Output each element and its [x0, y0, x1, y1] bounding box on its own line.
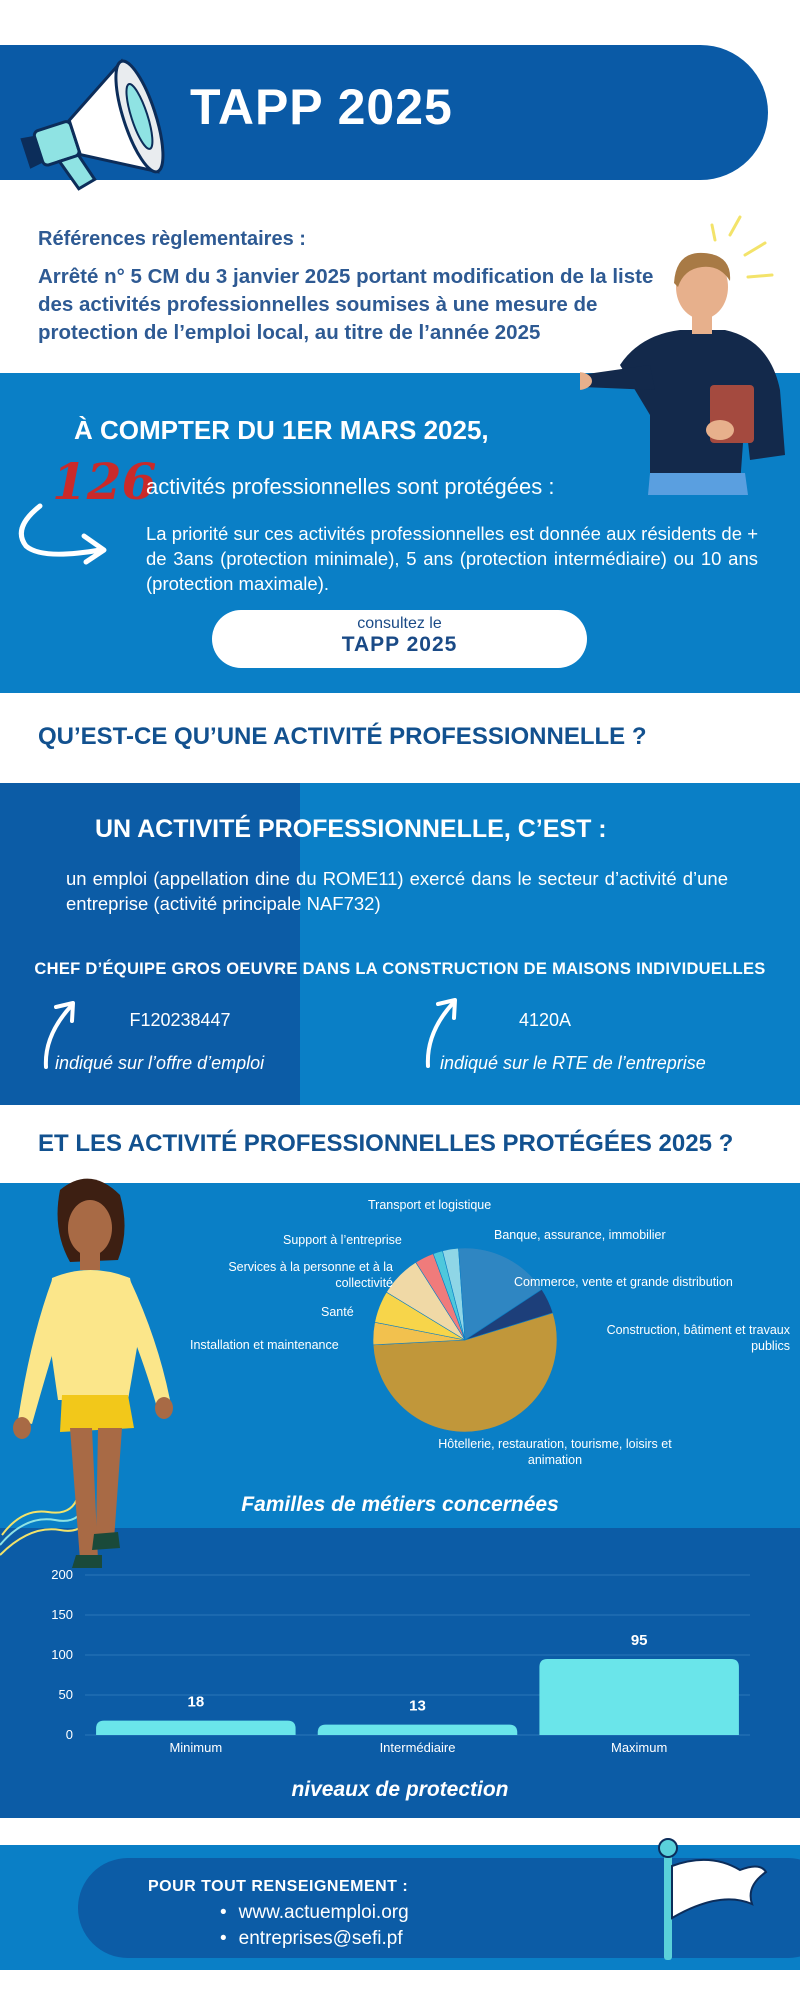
bar-data-label: 95 — [630, 1632, 648, 1649]
priority-text: La priorité sur ces activités professionnelles est donnée aux résidents de + de 3ans (protection minimale), 5 ans (protection intermédiaire) ou 10 ans (protection maximale). — [146, 523, 758, 594]
pie-label-support: Support à l’entreprise — [283, 1233, 402, 1247]
flag-icon — [650, 1838, 770, 1963]
pie-label-construction — [560, 1322, 790, 1354]
contact-list — [240, 1900, 409, 1952]
pie-label-construction-line2: publics — [751, 1339, 790, 1353]
bar-chart-xlabel: niveaux de protection — [291, 1778, 509, 1801]
y-tick-label: 200 — [51, 1567, 73, 1582]
pie-label-services-line2: collectivité — [335, 1276, 393, 1290]
definition-description: un emploi (appellation dine du ROME11) exercé dans le secteur d’activité d’une entreprise (activité principale NAF732) — [66, 868, 728, 914]
bar-data-label: 13 — [409, 1697, 426, 1715]
consult-tapp-button[interactable] — [212, 610, 587, 668]
pie-label-services-line1: Services à la personne et à la — [228, 1260, 393, 1274]
contact-title: POUR TOUT RENSEIGNEMENT : — [148, 1878, 409, 1895]
contact-email-link[interactable]: • entreprises@sefi.pf — [240, 1926, 409, 1952]
bar — [96, 1721, 296, 1735]
man-holding-book-illustration — [580, 215, 795, 495]
pie-label-banque: Banque, assurance, immobilier — [494, 1228, 666, 1242]
rome-code: F120238447 — [129, 1010, 231, 1030]
naf-code: 4120A — [518, 1010, 572, 1030]
activities-count-text: activités professionnelles sont protégées : — [146, 474, 555, 499]
protection-levels-bar-chart — [30, 1555, 760, 1755]
y-tick-label: 0 — [65, 1727, 73, 1742]
bar — [539, 1659, 739, 1735]
y-tick-label: 100 — [51, 1647, 73, 1662]
naf-code-note: indiqué sur le RTE de l’entreprise — [440, 1053, 706, 1073]
pie-label-hotellerie-line1: Hôtellerie, restauration, tourisme, loisirs et — [438, 1437, 672, 1451]
pie-label-construction-line1: Construction, bâtiment et travaux — [606, 1323, 790, 1337]
megaphone-icon — [12, 50, 182, 200]
y-tick-label: 50 — [58, 1687, 73, 1702]
pie-label-commerce: Commerce, vente et grande distribution — [514, 1275, 733, 1289]
definition-title: UN ACTIVITÉ PROFESSIONNELLE, C’EST : — [95, 815, 607, 843]
references-label: Références règlementaires : — [38, 228, 306, 250]
pie-label-installation: Installation et maintenance — [190, 1338, 339, 1352]
rome-code-note: indiqué sur l’offre d’emploi — [55, 1053, 265, 1073]
activities-count: 126 — [52, 452, 157, 511]
consult-tapp-button-caption: consultez le — [357, 615, 442, 632]
bar — [318, 1725, 518, 1735]
example-job-title: CHEF D’ÉQUIPE GROS OEUVRE DANS LA CONSTRUCTION DE MAISONS INDIVIDUELLES — [34, 960, 766, 978]
bar-data-label: 18 — [187, 1693, 205, 1711]
x-tick-label: Minimum — [169, 1740, 223, 1755]
y-tick-label: 150 — [51, 1607, 73, 1622]
pie-label-hotellerie-line2: animation — [527, 1453, 583, 1467]
pie-label-hotellerie — [405, 1436, 705, 1468]
consult-tapp-button-label: TAPP 2025 — [341, 633, 458, 656]
pie-label-sante: Santé — [321, 1305, 354, 1319]
curved-arrow-icon — [12, 498, 117, 568]
page-title: TAPP 2025 — [190, 79, 453, 135]
pie-label-services — [205, 1259, 393, 1291]
question-what-is-activity: QU’EST-CE QU’UNE ACTIVITÉ PROFESSIONNELLE ? — [38, 723, 647, 750]
contact-website-link[interactable]: • www.actuemploi.org — [240, 1900, 409, 1926]
references-text: Arrêté n° 5 CM du 3 janvier 2025 portant modification de la liste des activités professionnelles soumises à une mesure de protection de l’emploi local, au titre de l’année 2025 — [38, 265, 654, 344]
x-tick-label: Maximum — [610, 1740, 668, 1755]
pie-chart-title: Familles de métiers concernées — [241, 1493, 559, 1516]
x-tick-label: Intermédiaire — [379, 1740, 456, 1755]
question-protected-activities: ET LES ACTIVITÉ PROFESSIONNELLES PROTÉGÉES 2025 ? — [38, 1130, 734, 1157]
effective-date-heading: À COMPTER DU 1ER MARS 2025, — [74, 415, 489, 445]
pie-label-transport: Transport et logistique — [368, 1198, 492, 1212]
